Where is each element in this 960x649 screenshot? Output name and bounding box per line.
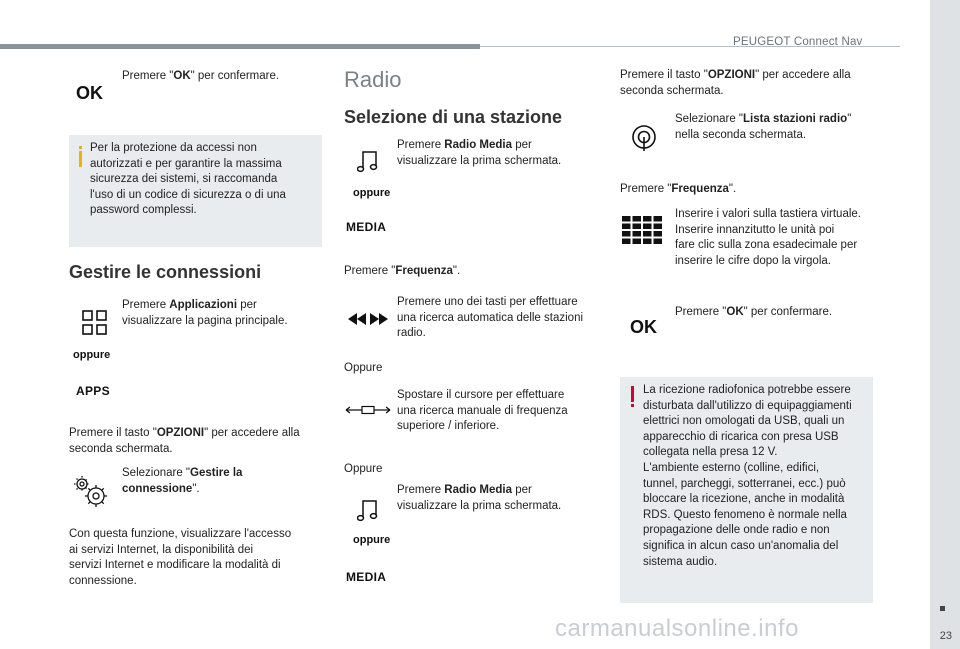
radio-media-instruction: Premere Radio Media per visualizzare la prima schermata.	[397, 139, 562, 167]
seek-instruction: Premere uno dei tasti per effettuare una ricerca automatica delle stazioni radio.	[397, 296, 584, 340]
gear-settings-icon	[70, 472, 112, 512]
select-connection-instruction: Selezionare "Gestire la connessione".	[122, 467, 243, 495]
radio-media-instruction: Premere Radio Media per visualizzare la prima schermata.	[397, 484, 562, 512]
apps-instruction: Premere Applicazioni per visualizzare la pagina principale.	[122, 299, 288, 327]
oppure-label: Oppure	[344, 362, 383, 374]
info-text: Per la protezione da accessi non autorizzati e per garantire la massima sicurezza dei sistemi, si raccomanda l'uso di un codice di sicurezza o di una password complessi.	[90, 142, 286, 217]
frequency-instruction: Premere "Frequenza".	[344, 265, 461, 277]
frequency-instruction: Premere "Frequenza".	[620, 183, 737, 195]
music-note-icon	[357, 148, 379, 174]
seek-arrows-icon	[348, 312, 388, 326]
oppure-label: oppure	[353, 187, 391, 199]
connections-paragraph: Con questa funzione, visualizzare l'accesso ai servizi Internet, la disponibilità dei servizi Internet e modificare la modalità di connessione.	[69, 528, 292, 587]
ok-instruction: Premere "OK" per confermare.	[675, 306, 833, 318]
section-title-radio: Radio	[344, 67, 402, 92]
ok-instruction: Premere "OK" per confermare.	[122, 70, 280, 82]
options-instruction: Premere il tasto "OPZIONI" per accedere alla seconda schermata.	[620, 69, 851, 97]
watermark: carmanualsonline.info	[555, 615, 799, 642]
apps-grid-icon	[82, 310, 108, 336]
page-header-title: PEUGEOT Connect Nav	[733, 36, 863, 48]
section-title-connections: Gestire le connessioni	[69, 262, 262, 282]
oppure-label: oppure	[73, 349, 111, 361]
slider-instruction: Spostare il cursore per effettuare una ricerca manuale di frequenza superiore / inferiore.	[397, 389, 568, 433]
info-icon	[79, 151, 82, 167]
radio-station-icon	[630, 124, 658, 152]
media-button-label: MEDIA	[346, 570, 387, 584]
keypad-icon	[622, 216, 662, 244]
apps-button-label: APPS	[76, 384, 110, 398]
page-number: 23	[939, 630, 952, 642]
oppure-label: oppure	[353, 534, 391, 546]
continuation-marker	[940, 606, 945, 611]
warning-icon-dot	[631, 404, 634, 407]
header-rule	[0, 44, 480, 49]
ok-button-icon: OK	[76, 83, 103, 103]
warning-text: La ricezione radiofonica potrebbe essere disturbata dall'utilizzo di equipaggiamenti elettrici non omologati da USB, quali un apparecchio di ricarica con presa USB collegata nella presa 12 V. L'ambiente esterno (colline, edifici, tunnel, parcheggi, sotterranei, ecc.) può bloccare la ricezione, anche in modalità RDS. Questo fenomeno è normale nella propagazione delle onde radio e non significa in alcun caso un'anomalia del sistema audio.	[643, 384, 852, 568]
keypad-instruction: Inserire i valori sulla tastiera virtuale. Inserire innanzitutto le unità poi fare clic sulla zona esadecimale per inserire le cifre dopo la virgola.	[675, 208, 861, 267]
oppure-label: Oppure	[344, 463, 383, 475]
ok-button-icon: OK	[630, 317, 657, 337]
info-box	[69, 135, 322, 247]
warning-icon	[631, 386, 634, 402]
frequency-slider-icon	[345, 404, 391, 416]
options-instruction: Premere il tasto "OPZIONI" per accedere alla seconda schermata.	[69, 427, 300, 455]
warning-box	[620, 377, 873, 603]
info-icon-dot	[79, 146, 82, 149]
music-note-icon	[357, 497, 379, 523]
station-list-instruction: Selezionare "Lista stazioni radio" nella seconda schermata.	[675, 113, 852, 141]
media-button-label: MEDIA	[346, 220, 387, 234]
side-strip	[930, 0, 960, 649]
subsection-title-station: Selezione di una stazione	[344, 107, 563, 127]
